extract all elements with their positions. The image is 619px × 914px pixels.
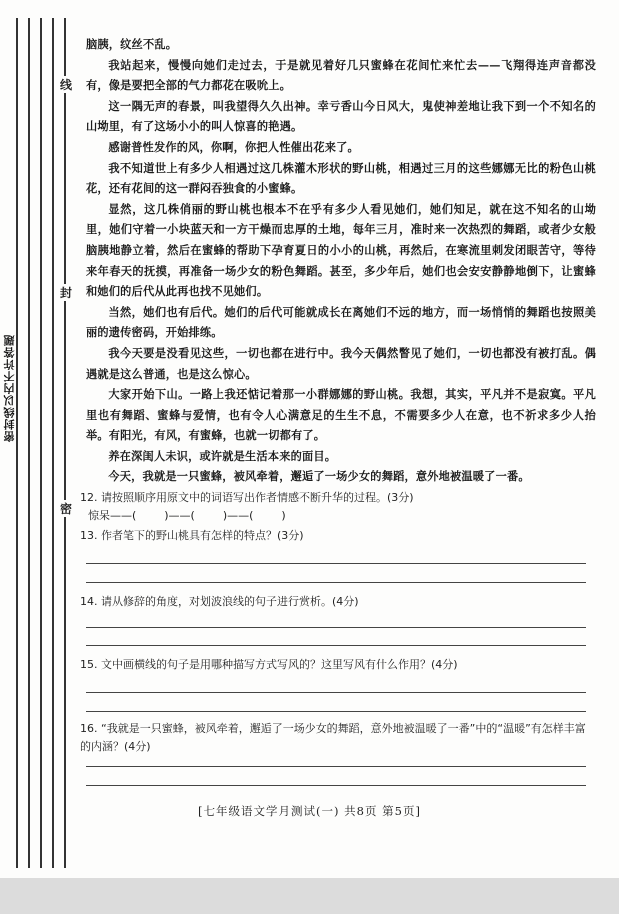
- passage-paragraph: 当然，她们也有后代。她们的后代可能就成长在离她们不远的地方，而一场悄悄的舞蹈也按照美丽的遗传密码，开始排练。: [86, 304, 596, 340]
- binding-mark-mi: 密: [59, 502, 72, 516]
- passage-paragraph: 养在深闺人未识，或许就是生活本来的面目。: [108, 448, 337, 463]
- passage-paragraph: 我不知道世上有多少人相遇过这几株灌木形状的野山桃，相遇过三月的这些娜娜无比的粉色山桃花，还有花间的这一群闷吞独食的小蜜蜂。: [86, 160, 596, 196]
- binding-line: [40, 18, 42, 868]
- passage-paragraph: 今天，我就是一只蜜蜂，被风牵着，邂逅了一场少女的舞蹈，意外地被温暖了一番。: [108, 469, 530, 484]
- binding-mark-xian: 线: [59, 78, 72, 92]
- binding-line: [64, 18, 66, 868]
- passage-paragraph: 这一隅无声的春景，叫我望得久久出神。幸亏香山今日风大，鬼使神差地让我下到一个不知名的山坳里，有了这场小小的叫人惊喜的艳遇。: [86, 98, 596, 134]
- binding-line: [28, 18, 30, 868]
- question-16: 16. “我就是一只蜜蜂，被风牵着，邂逅了一场少女的舞蹈，意外地被温暖了一番”中的“温暖”有怎样丰富的内涵？(4分): [80, 722, 586, 754]
- binding-mark-feng: 封: [59, 286, 72, 300]
- passage-paragraph: 我今天要是没看见这些，一切也都在进行中。我今天偶然瞥见了她们，一切也都没有被打乱。偶遇就是这么普通，也是这么惊心。: [86, 345, 596, 381]
- question-12: 12. 请按照顺序用原文中的词语写出作者情感不断升华的过程。(3分): [80, 491, 414, 505]
- question-12-answer-flow[interactable]: 惊呆——( )——( )——( ): [88, 509, 286, 523]
- answer-line[interactable]: [86, 785, 586, 786]
- passage-paragraph: 大家开始下山。一路上我还惦记着那一小群娜娜的野山桃。我想，其实，平凡并不是寂寞。平凡里也有舞蹈、蜜蜂与爱情，也有令人心满意足的生生不息，不需要多少人在意，也不祈求多少人抬举。有阳光，有风，有蜜蜂，也就一切都有了。: [86, 387, 596, 443]
- passage-paragraph: 感谢普性发作的风，你啊，你把人性催出花来了。: [108, 139, 359, 154]
- side-notice: 密封线以内不许答题: [2, 330, 16, 446]
- bottom-band: [0, 878, 619, 914]
- question-15: 15. 文中画横线的句子是用哪种描写方式写风的？这里写风有什么作用？(4分): [80, 658, 458, 672]
- question-13: 13. 作者笔下的野山桃具有怎样的特点？(3分): [80, 529, 304, 543]
- passage-paragraph: 我站起来，慢慢向她们走过去，于是就见着好几只蜜蜂在花间忙来忙去——飞翔得连声音都没有，像是要把全部的气力都花在吸吮上。: [86, 57, 596, 93]
- passage-paragraph: 显然，这几株俏丽的野山桃也根本不在乎有多少人看见她们，她们知足，就在这不知名的山坳里，她们守着一小块蓝天和一方干燥而忠厚的土地，每年三月，准时来一次热烈的舞蹈，或者少女般脑胰地静立着，然后在蜜蜂的帮助下孕育夏日的小小的山桃，再然后，在寒流里刺发闭眼苦守，等待来年春天的抚摸，再准备一场少女的粉色舞蹈。甚至，多少年后，她们也会安安静静地倒下，让蜜蜂和她们的后代从此再也找不见她们。: [86, 201, 596, 299]
- binding-line: [16, 18, 18, 868]
- binding-line: [52, 18, 54, 868]
- page-footer: [七年级语文学月测试(一) 共8页 第5页]: [198, 804, 421, 818]
- question-14: 14. 请从修辞的角度，对划波浪线的句子进行赏析。(4分): [80, 595, 359, 609]
- passage-paragraph: 脑胰，纹丝不乱。: [86, 37, 178, 51]
- main-content: [80, 34, 596, 786]
